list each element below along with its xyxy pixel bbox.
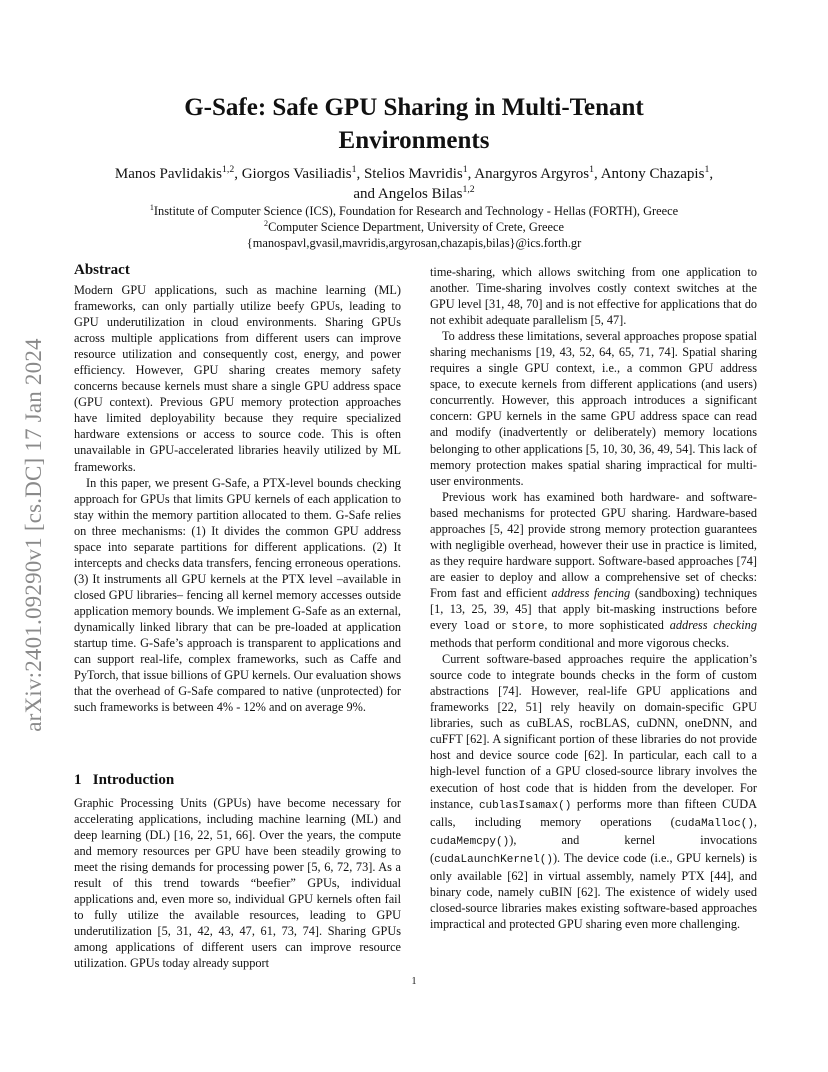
affiliation-2: $^2$Computer Science Department, University of Crete, Greece: [264, 218, 564, 234]
author: Stelios Mavridis$^1$,: [363, 164, 475, 182]
abstract-body: [74, 282, 401, 715]
introduction-body-left: [74, 795, 401, 972]
author: Manos Pavlidakis$^{1,2}$,: [114, 164, 242, 182]
page-number: 1: [411, 976, 417, 987]
author: Anargyros Argyros$^1$,: [474, 164, 601, 182]
right-column-body: [430, 264, 757, 932]
author-emails: {manospavl,gvasil,mavridis,argyrosan,chazapis,bilas}@ics.forth.gr: [246, 236, 582, 250]
right-paragraph-4: Current software-based approaches require the application’s source code to integrate bounds checks in the form of custom abstractions [74]. However, real-life GPU applications and frameworks [22, 51] rely heavily on domain-specific GPU libraries, such as cuBLAS, rocBLAS, cuDNN, oneDNN, and cuFFT [62]. A significant portion of these libraries do not provide host and device source code [62]. In particular, each call to a high-level function of a GPU closed-source library involves the execution of host code that is hidden from the developer. For instance, cublasIsamax() performs more than fifteen CUDA calls, including memory operations (cudaMalloc(), cudaMemcpy()), and kernel invocations (cudaLaunchKernel()). The device code (i.e., GPU kernels) is only available [62] in virtual assembly, namely PTX [44], and binary code, namely cuBIN [62]. The existence of widely used closed-source libraries makes existing software-based approaches impractical and protected GPU sharing even more challenging.: [430, 652, 757, 931]
abstract-paragraph-2: In this paper, we present G-Safe, a PTX-level bounds checking approach for GPUs that limits GPU kernels of each application to stay within the memory partition allocated to them. G-Safe relies on three mechanisms: (1) It divides the common GPU address space into separate partitions for different applications. (2) It intercepts and checks data transfers, fencing erroneous operations. (3) It instruments all GPU kernels at the PTX level –available in closed GPU libraries– fencing all kernel memory accesses outside application memory bounds. We implement G-Safe as an external, dynamically linked library that can be pre-loaded at application startup time. G-Safe’s approach is transparent to applications and can support real-life, complex frameworks, such as Caffe and PyTorch, that issue billions of GPU kernels. Our evaluation shows that the overhead of G-Safe compared to native (unprotected) for such frameworks is between 4% - 12% and on average 9%.: [74, 475, 401, 715]
introduction-heading: [74, 772, 174, 789]
right-paragraph-3: Previous work has examined both hardware- and software-based mechanisms for protected GPU sharing. Hardware-based approaches [5, 42] provide strong memory protection guarantees with negligible overhead, however their use in practice is limited, as they require hardware support. Software-based approaches [74] are easier to deploy and allow a comprehensive set of checks: From fast and efficient address fencing (sandboxing) techniques [1, 13, 25, 39, 45] that apply bit-masking instructions before every load or store, to more sophisticated address checking methods that perform conditional and more vigorous checks.: [430, 489, 758, 651]
intro-paragraph-1: Graphic Processing Units (GPUs) have become necessary for accelerating applications, including machine learning (ML) and deep learning (DL) [16, 22, 51, 66]. Over the years, the compute and memory resources per GPU have been steadily growing to meet the rising demands for processing power [5, 6, 72, 73]. As a result of this trend towards “beefier” GPUs, individual applications and, even more so, individual GPU kernels often fail to fully utilize the available resources, leading to GPU underutilization [5, 31, 42, 43, 47, 61, 73, 74]. Sharing GPUs among applications of different users can improve resource utilization. GPUs today already support: [74, 796, 401, 971]
author-list: [74, 164, 754, 204]
abstract-heading: Abstract: [74, 262, 130, 278]
title-line-2: Environments: [338, 127, 490, 154]
author: Giorgos Vasiliadis$^1$,: [241, 164, 364, 182]
arxiv-identifier-stamp: [14, 295, 54, 775]
author: and Angelos Bilas$^{1,2}$: [353, 184, 475, 202]
paper-title: [100, 91, 728, 157]
section-title: Introduction: [92, 772, 175, 788]
abstract-paragraph-1: Modern GPU applications, such as machine learning (ML) frameworks, can only partially utilize beefy GPUs, leading to GPU underutilization in cloud environments. Sharing GPUs across multiple applications from different users can improve resource utilization and consequently cost, energy, and power efficiency. However, GPU sharing creates memory safety concerns because kernels must share a single GPU address space (GPU context). Previous GPU memory protection approaches have limited deployability because they require specialized hardware extensions or access to source code. This is often unavailable in GPU-accelerated libraries heavily utilized by ML frameworks.: [74, 283, 401, 474]
title-line-1: G-Safe: Safe GPU Sharing in Multi-Tenant: [184, 94, 644, 121]
section-number: 1: [74, 772, 82, 788]
affiliation-1: $^1$Institute of Computer Science (ICS), Foundation for Research and Technology - Hellas (FORTH), Greece: [149, 202, 679, 218]
author: Antony Chazapis$^1$,: [600, 164, 714, 182]
arxiv-id-text: arXiv:2401.09290v1 [cs.DC] 17 Jan 2024: [21, 338, 46, 732]
right-paragraph-1: time-sharing, which allows switching from one application to another. Time-sharing involves costly context switches at the GPU level [31, 48, 70] and is not effective for applications that do not exhibit adequate parallelism [5, 47].: [430, 265, 757, 328]
right-paragraph-2: To address these limitations, several approaches propose spatial sharing mechanisms [19, 43, 52, 64, 65, 71, 74]. Spatial sharing requires a single GPU context, i.e., a common GPU address space, to execute kernels from different applications (and users) concurrently. However, this approach introduces a significant concern: GPU kernels in the same GPU address space can read and modify (inadvertently or deliberately) memory locations belonging to other applications [5, 10, 30, 36, 49, 54]. This lack of memory protection makes spatial sharing impractical for multi-user environments.: [430, 329, 757, 488]
